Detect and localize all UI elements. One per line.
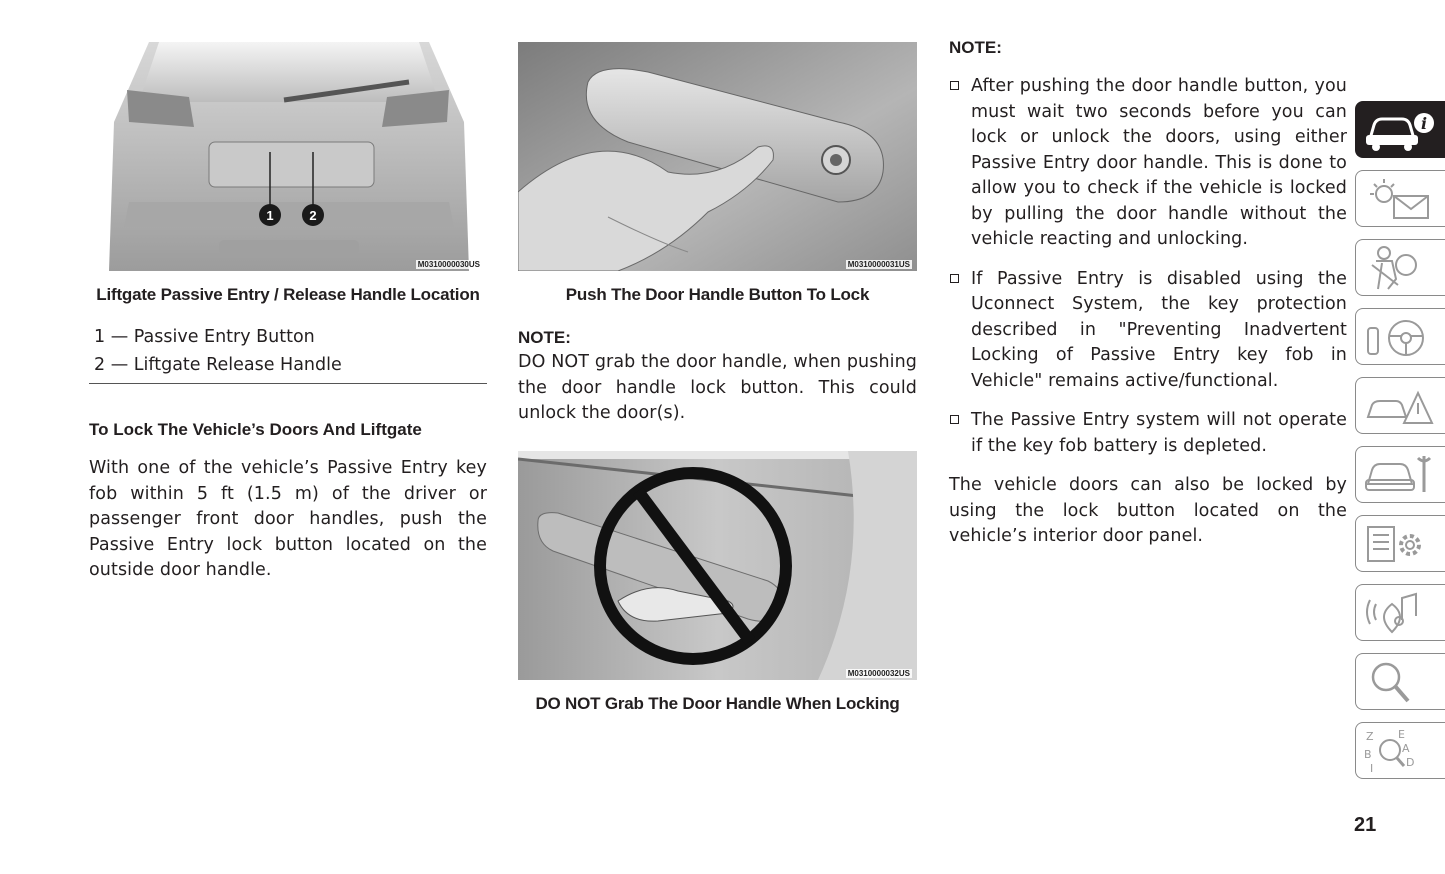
svg-text:B: B: [1364, 748, 1372, 761]
note-bullet: [949, 408, 1347, 459]
tab-specifications[interactable]: [1355, 515, 1445, 572]
no-grab-caption: DO NOT Grab The Door Handle When Locking: [535, 693, 900, 713]
warning-light-message-icon: [1362, 176, 1442, 222]
tab-starting-operating[interactable]: [1355, 308, 1445, 365]
liftgate-caption: Liftgate Passive Entry / Release Handle Location: [96, 285, 480, 304]
bullet-text: After pushing the door handle button, you must wait two seconds before you can lock or unlock the doors, using either Passive Entry door handle. This is done to allow you to check if the vehicle is locked by pulling the door handle without the vehicle reacting and unlocking.: [971, 76, 1347, 249]
legend-item: 2 — Liftgate Release Handle: [94, 355, 342, 375]
note-bullet: [949, 74, 1347, 253]
svg-text:E: E: [1398, 728, 1405, 741]
specifications-gear-icon: [1362, 521, 1442, 567]
checkbox-bullet-icon: [950, 415, 959, 424]
car-wrench-service-icon: [1362, 452, 1442, 498]
push-button-figure: [518, 42, 917, 271]
svg-text:I: I: [1370, 762, 1374, 774]
svg-text:A: A: [1402, 742, 1410, 755]
tab-servicing[interactable]: [1355, 446, 1445, 503]
tab-multimedia[interactable]: [1355, 584, 1445, 641]
callout-2: 2: [309, 208, 317, 223]
note-text: DO NOT grab the door handle, when pushing the door handle lock button. This could unlock the door(s).: [518, 352, 917, 423]
svg-text:Z: Z: [1366, 730, 1374, 743]
figure-code: M0310000030US: [417, 260, 480, 269]
right-column: [949, 38, 1347, 550]
steering-wheel-start-icon: [1362, 314, 1442, 360]
search-index-icon: [1362, 659, 1442, 705]
figure-code: M0310000031US: [847, 260, 910, 269]
tab-car-info[interactable]: [1355, 101, 1445, 158]
legend-item: 1 — Passive Entry Button: [94, 327, 315, 347]
note-heading: NOTE:: [518, 328, 571, 347]
lock-instructions: With one of the vehicle’s Passive Entry key fob within 5 ft (1.5 m) of the driver or passenger front door handles, push the Passive Entry lock button located on the outside door handle.: [89, 458, 487, 580]
tab-search[interactable]: [1355, 653, 1445, 710]
left-column: [89, 42, 487, 584]
tab-safety[interactable]: [1355, 239, 1445, 296]
multimedia-music-icon: [1362, 590, 1442, 636]
push-button-caption: Push The Door Handle Button To Lock: [565, 285, 870, 304]
airbag-safety-icon: [1362, 245, 1442, 291]
figure-code: M0310000032US: [847, 668, 910, 678]
tab-index[interactable]: [1355, 722, 1445, 779]
liftgate-figure: [89, 42, 487, 271]
checkbox-bullet-icon: [950, 274, 959, 283]
bullet-text: The Passive Entry system will not operate if the key fob battery is depleted.: [971, 410, 1347, 456]
liftgate-illustration: [89, 42, 487, 271]
door-handle-push-illustration: [518, 42, 917, 271]
figure-legend: [89, 323, 487, 384]
tab-warning-lights[interactable]: [1355, 170, 1445, 227]
svg-text:i: i: [1420, 114, 1428, 133]
page-number: 21: [1354, 814, 1377, 836]
note-bullet: [949, 267, 1347, 395]
bullet-text: If Passive Entry is disabled using the Uconnect System, the key protection described in "Preventing Inadvertent Locking of Passive Entry key fob in Vehicle" remains active/functional.: [971, 268, 1347, 391]
interior-lock-text: The vehicle doors can also be locked by using the lock button located on the vehicle’s interior door panel.: [949, 475, 1347, 546]
no-grab-figure: [518, 451, 917, 680]
svg-text:D: D: [1406, 756, 1415, 769]
callout-1: 1: [266, 208, 274, 223]
roadside-emergency-icon: [1362, 383, 1442, 429]
middle-column: [518, 42, 917, 714]
tab-emergency[interactable]: [1355, 377, 1445, 434]
section-heading: To Lock The Vehicle’s Doors And Liftgate: [89, 420, 422, 439]
no-grab-illustration: [518, 451, 917, 680]
note-heading: NOTE:: [949, 38, 1002, 57]
alphabet-index-icon: [1362, 728, 1442, 774]
checkbox-bullet-icon: [950, 81, 959, 90]
car-info-icon: [1362, 107, 1442, 153]
